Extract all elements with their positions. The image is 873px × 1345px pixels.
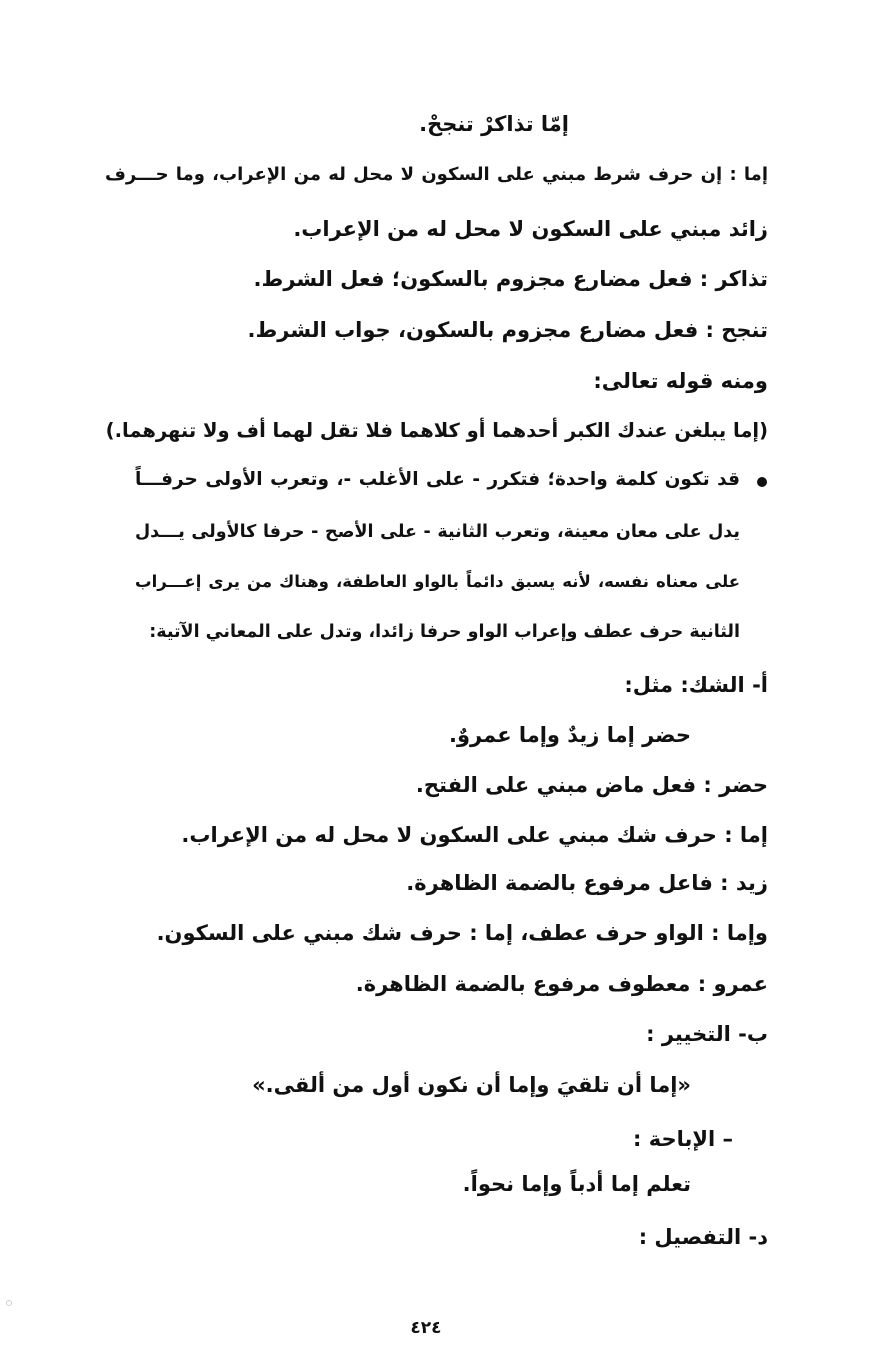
- quran-quote: (إما يبلغن عندك الكبر أحدهما أو كلاهما فلا تقل لهما أف ولا تنهرهما.): [105, 419, 768, 442]
- parse-line: زائد مبني على السكون لا محل له من الإعراب.: [293, 217, 768, 241]
- example-sentence: تعلم إما أدباً وإما نحواً.: [462, 1172, 691, 1196]
- section-heading: – الإباحة :: [633, 1127, 733, 1151]
- paragraph-line: قد تكون كلمة واحدة؛ فتكرر - على الأغلب -، وتعرب الأولى حرفـــاً: [135, 469, 740, 490]
- section-heading: أ- الشك: مثل:: [624, 673, 768, 697]
- paragraph-line: على معناه نفسه، لأنه يسبق دائماً بالواو العاطفة، وهناك من يرى إعـــراب: [135, 572, 740, 591]
- example-sentence: حضر إما زيدٌ وإما عمروٌ.: [449, 723, 691, 747]
- parse-line: إما : إن حرف شرط مبني على السكون لا محل له من الإعراب، وما حـــرف: [105, 164, 768, 185]
- quote-intro: ومنه قوله تعالى:: [593, 369, 768, 393]
- section-heading: د- التفصيل :: [638, 1225, 768, 1249]
- parse-line: زيد : فاعل مرفوع بالضمة الظاهرة.: [406, 871, 768, 895]
- parse-line: إما : حرف شك مبني على السكون لا محل له من الإعراب.: [181, 823, 768, 847]
- section-heading: ب- التخيير :: [646, 1022, 768, 1046]
- parse-line: عمرو : معطوف مرفوع بالضمة الظاهرة.: [355, 972, 768, 996]
- parse-line: وإما : الواو حرف عطف، إما : حرف شك مبني على السكون.: [156, 921, 768, 945]
- parse-line: حضر : فعل ماض مبني على الفتح.: [415, 773, 768, 797]
- paragraph-line: الثانية حرف عطف وإعراب الواو حرفا زائدا، وتدل على المعاني الآتية:: [149, 622, 740, 642]
- page-number: ٤٢٤: [410, 1318, 442, 1338]
- bullet-icon: [757, 477, 767, 487]
- parse-line: تذاكر : فعل مضارع مجزوم بالسكون؛ فعل الشرط.: [253, 267, 768, 291]
- scan-speck: [6, 1300, 12, 1306]
- paragraph-line: يدل على معان معينة، وتعرب الثانية - على الأصح - حرفا كالأولى يـــدل: [135, 522, 740, 542]
- parse-line: تنجح : فعل مضارع مجزوم بالسكون، جواب الشرط.: [247, 318, 768, 342]
- quran-quote: «إما أن تلقيَ وإما أن نكون أول من ألقى.»: [252, 1073, 691, 1097]
- example-sentence: إمّا تذاكرْ تنجحْ.: [419, 112, 569, 136]
